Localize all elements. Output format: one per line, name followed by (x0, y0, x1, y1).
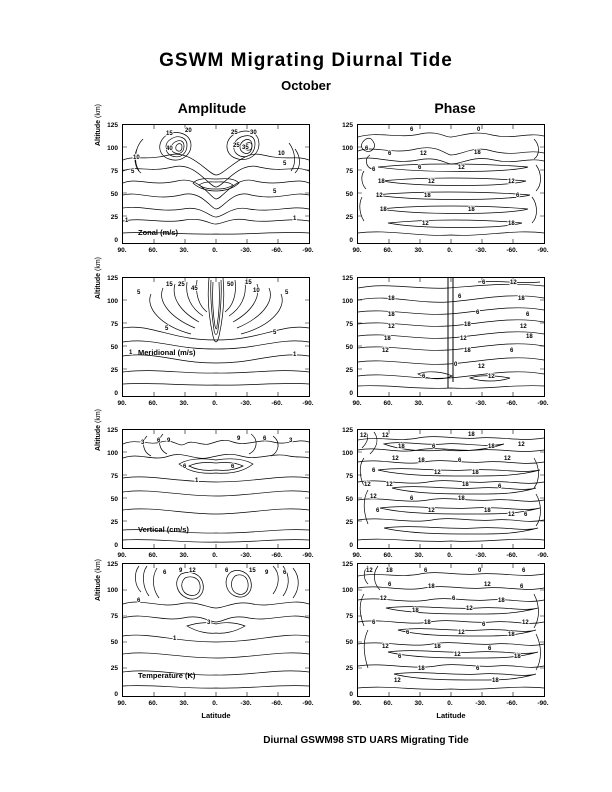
svg-text:6: 6 (163, 570, 167, 576)
svg-text:6: 6 (516, 193, 520, 199)
svg-text:18: 18 (386, 568, 393, 574)
x-axis-label-row3-pha: Latitude (436, 711, 466, 720)
ytick-75-row2-pha: 75 (345, 473, 353, 480)
ytick-100-row0: 100 (107, 145, 118, 152)
xtick-60-row3-pha: 60. (383, 700, 393, 707)
xtick-0-row3-pha: 0. (447, 700, 453, 707)
svg-text:30: 30 (250, 130, 257, 136)
ytick-125-row2-pha: 125 (342, 427, 353, 434)
ytick-100-row1-pha: 100 (342, 298, 353, 305)
xtick-m60-row3-pha: -60. (506, 700, 518, 707)
xtick-60-row1-pha: 60. (383, 400, 393, 407)
svg-text:18: 18 (462, 482, 469, 488)
x-axis-label-row3-amp: Latitude (201, 711, 231, 720)
ytick-50-row2-pha: 50 (345, 496, 353, 503)
svg-text:6: 6 (432, 444, 436, 450)
svg-text:12: 12 (360, 433, 367, 439)
xtick-60-row2-pha: 60. (383, 552, 393, 559)
xtick-90-row0-pha: 90. (352, 247, 362, 254)
column-header-amplitude: Amplitude (177, 100, 247, 116)
svg-text:18: 18 (488, 444, 495, 450)
svg-text:6: 6 (510, 348, 514, 354)
ytick-0-row2-pha: 0 (349, 542, 353, 549)
xtick-90-row1-pha: 90. (352, 400, 362, 407)
xtick-90-row0-amp: 90. (117, 247, 127, 254)
ytick-25-row0-pha: 25 (345, 214, 353, 221)
svg-text:10: 10 (253, 288, 260, 294)
xtick-m90-row0-amp: -90. (302, 247, 314, 254)
xtick-m60-row0-amp: -60. (271, 247, 283, 254)
ytick-0-row1-pha: 0 (349, 390, 353, 397)
ytick-100-row1: 100 (107, 298, 118, 305)
panel-tag-zonal-amplitude: Zonal (m/s) (138, 228, 179, 237)
ytick-125-row3-pha: 125 (342, 561, 353, 568)
svg-text:18: 18 (468, 432, 475, 438)
ytick-0-row2: 0 (114, 542, 118, 549)
ytick-125-row0-pha: 125 (342, 122, 353, 129)
svg-text:18: 18 (472, 470, 479, 476)
ytick-50-row3-pha: 50 (345, 639, 353, 646)
svg-text:25: 25 (231, 130, 238, 136)
svg-text:12: 12 (382, 644, 389, 650)
svg-text:18: 18 (424, 620, 431, 626)
svg-text:6: 6 (418, 165, 422, 171)
y-axis-label-row0: Altitude (km) (95, 104, 102, 147)
svg-text:9: 9 (179, 568, 183, 574)
svg-text:18: 18 (492, 678, 499, 684)
xtick-m30-row0-pha: -30. (475, 247, 487, 254)
svg-text:18: 18 (388, 296, 395, 302)
svg-text:6: 6 (157, 438, 161, 444)
ytick-125-row3: 125 (107, 561, 118, 568)
svg-text:18: 18 (508, 632, 515, 638)
xtick-90-row3-pha: 90. (352, 700, 362, 707)
svg-text:18: 18 (498, 598, 505, 604)
svg-text:6: 6 (283, 570, 287, 576)
ytick-100-row2-pha: 100 (342, 450, 353, 457)
svg-text:5: 5 (273, 189, 277, 195)
svg-text:12: 12 (510, 280, 517, 286)
svg-text:40: 40 (166, 146, 173, 152)
svg-text:18: 18 (412, 608, 419, 614)
svg-text:12: 12 (508, 179, 515, 185)
xtick-90-row3-amp: 90. (117, 700, 127, 707)
svg-text:18: 18 (380, 207, 387, 213)
svg-text:12: 12 (508, 512, 515, 518)
svg-text:9: 9 (265, 570, 269, 576)
y-axis-label-row3: Altitude (km) (95, 559, 102, 602)
svg-text:6: 6 (365, 146, 369, 152)
ytick-75-row3: 75 (110, 613, 118, 620)
svg-text:12: 12 (364, 482, 371, 488)
svg-text:1: 1 (293, 352, 297, 358)
svg-text:12: 12 (388, 324, 395, 330)
svg-text:6: 6 (422, 374, 426, 380)
panel-meridional-amplitude (122, 277, 310, 397)
svg-text:18: 18 (378, 179, 385, 185)
svg-text:12: 12 (376, 193, 383, 199)
footer-text: Diurnal GSWM98 STD UARS Migrating Tide (263, 735, 469, 746)
svg-text:6: 6 (410, 496, 414, 502)
svg-text:25: 25 (233, 143, 240, 149)
svg-text:15: 15 (249, 568, 256, 574)
panel-tag-vertical-amplitude: Vertical (cm/s) (138, 525, 189, 534)
svg-text:18: 18 (464, 348, 471, 354)
svg-text:18: 18 (398, 444, 405, 450)
ytick-75-row1-pha: 75 (345, 321, 353, 328)
svg-text:6: 6 (458, 294, 462, 300)
svg-text:12: 12 (518, 442, 525, 448)
ytick-25-row3-pha: 25 (345, 665, 353, 672)
svg-text:6: 6 (488, 646, 492, 652)
xtick-m60-row0-pha: -60. (506, 247, 518, 254)
ytick-75-row0-pha: 75 (345, 168, 353, 175)
svg-text:10: 10 (133, 155, 140, 161)
xtick-60-row2-amp: 60. (148, 552, 158, 559)
svg-text:0: 0 (477, 127, 481, 133)
svg-text:0: 0 (478, 568, 482, 574)
ytick-75-row1: 75 (110, 321, 118, 328)
xtick-30-row3-amp: 30. (179, 700, 189, 707)
ytick-50-row3: 50 (110, 639, 118, 646)
ytick-25-row2: 25 (110, 519, 118, 526)
svg-text:12: 12 (386, 482, 393, 488)
svg-text:10: 10 (278, 151, 285, 157)
panel-vertical-phase (357, 429, 545, 549)
ytick-0-row3-pha: 0 (349, 691, 353, 698)
svg-text:12: 12 (520, 324, 527, 330)
ytick-50-row0-pha: 50 (345, 191, 353, 198)
xtick-m30-row3-amp: -30. (240, 700, 252, 707)
svg-text:5: 5 (137, 290, 141, 296)
svg-text:18: 18 (458, 496, 465, 502)
svg-text:12: 12 (458, 630, 465, 636)
svg-text:6: 6 (225, 568, 229, 574)
xtick-0-row3-amp: 0. (212, 700, 218, 707)
svg-text:6: 6 (231, 464, 235, 470)
xtick-m60-row3-amp: -60. (271, 700, 283, 707)
svg-text:3: 3 (141, 440, 145, 446)
xtick-90-row2-pha: 90. (352, 552, 362, 559)
svg-text:6: 6 (406, 630, 410, 636)
svg-text:0: 0 (454, 362, 458, 368)
xtick-30-row0-amp: 30. (179, 247, 189, 254)
xtick-30-row2-pha: 30. (414, 552, 424, 559)
svg-text:6: 6 (524, 512, 528, 518)
xtick-30-row0-pha: 30. (414, 247, 424, 254)
svg-text:6: 6 (452, 596, 456, 602)
svg-text:9: 9 (237, 436, 241, 442)
svg-text:18: 18 (434, 644, 441, 650)
ytick-50-row1-pha: 50 (345, 344, 353, 351)
ytick-75-row2: 75 (110, 473, 118, 480)
svg-text:12: 12 (394, 678, 401, 684)
svg-text:12: 12 (484, 582, 491, 588)
xtick-0-row2-pha: 0. (447, 552, 453, 559)
svg-text:18: 18 (508, 221, 515, 227)
svg-text:6: 6 (372, 167, 376, 173)
svg-text:12: 12 (428, 508, 435, 514)
column-header-phase: Phase (434, 100, 476, 116)
ytick-100-row2: 100 (107, 450, 118, 457)
svg-text:6: 6 (482, 622, 486, 628)
xtick-m90-row1-pha: -90. (537, 400, 549, 407)
xtick-0-row2-amp: 0. (212, 552, 218, 559)
xtick-m30-row2-amp: -30. (240, 552, 252, 559)
xtick-m60-row1-pha: -60. (506, 400, 518, 407)
xtick-30-row3-pha: 30. (414, 700, 424, 707)
figure-footer (0, 735, 612, 746)
svg-text:3: 3 (289, 438, 293, 444)
svg-text:18: 18 (514, 654, 521, 660)
ytick-0-row0-pha: 0 (349, 237, 353, 244)
y-axis-label-row2: Altitude (km) (95, 409, 102, 452)
svg-text:15: 15 (166, 131, 173, 137)
svg-text:6: 6 (526, 312, 530, 318)
svg-text:12: 12 (380, 596, 387, 602)
svg-text:12: 12 (189, 568, 196, 574)
svg-text:18: 18 (468, 207, 475, 213)
svg-text:3: 3 (207, 620, 211, 626)
svg-text:5: 5 (165, 326, 169, 332)
ytick-100-row3: 100 (107, 587, 118, 594)
ytick-25-row1-pha: 25 (345, 367, 353, 374)
svg-text:6: 6 (137, 598, 141, 604)
xtick-m30-row1-pha: -30. (475, 400, 487, 407)
svg-text:12: 12 (454, 652, 461, 658)
xtick-0-row0-amp: 0. (212, 247, 218, 254)
xtick-0-row1-amp: 0. (212, 400, 218, 407)
svg-text:12: 12 (366, 568, 373, 574)
svg-text:18: 18 (464, 322, 471, 328)
y-axis-label-row1: Altitude (km) (95, 257, 102, 300)
svg-text:45: 45 (191, 286, 198, 292)
svg-text:6: 6 (520, 584, 524, 590)
xtick-m90-row2-amp: -90. (302, 552, 314, 559)
xtick-m90-row3-pha: -90. (537, 700, 549, 707)
ytick-125-row0: 125 (107, 122, 118, 129)
svg-text:6: 6 (183, 464, 187, 470)
xtick-60-row1-amp: 60. (148, 400, 158, 407)
svg-text:5: 5 (283, 161, 287, 167)
svg-text:15: 15 (245, 280, 252, 286)
svg-text:12: 12 (458, 165, 465, 171)
svg-text:6: 6 (372, 468, 376, 474)
xtick-m90-row2-pha: -90. (537, 552, 549, 559)
svg-text:25: 25 (178, 282, 185, 288)
svg-text:9: 9 (167, 438, 171, 444)
xtick-m90-row3-amp: -90. (302, 700, 314, 707)
xtick-30-row2-amp: 30. (179, 552, 189, 559)
ytick-125-row1-pha: 125 (342, 275, 353, 282)
ytick-125-row2: 125 (107, 427, 118, 434)
svg-text:18: 18 (418, 666, 425, 672)
svg-text:6: 6 (522, 568, 526, 574)
figure-subtitle: October (281, 78, 331, 93)
svg-text:6: 6 (372, 620, 376, 626)
svg-text:18: 18 (384, 336, 391, 342)
svg-text:5: 5 (131, 169, 135, 175)
svg-text:18: 18 (474, 150, 481, 156)
svg-text:12: 12 (466, 606, 473, 612)
svg-text:18: 18 (526, 334, 533, 340)
svg-text:12: 12 (478, 364, 485, 370)
xtick-0-row0-pha: 0. (447, 247, 453, 254)
svg-text:12: 12 (434, 470, 441, 476)
xtick-m90-row0-pha: -90. (537, 247, 549, 254)
svg-text:18: 18 (484, 508, 491, 514)
xtick-m30-row2-pha: -30. (475, 552, 487, 559)
svg-text:1: 1 (129, 350, 133, 356)
ytick-50-row2: 50 (110, 496, 118, 503)
svg-text:12: 12 (382, 433, 389, 439)
svg-text:15: 15 (166, 282, 173, 288)
svg-text:1: 1 (125, 218, 129, 224)
ytick-0-row0: 0 (114, 237, 118, 244)
svg-text:1: 1 (293, 216, 297, 222)
ytick-50-row0: 50 (110, 191, 118, 198)
svg-text:6: 6 (476, 310, 480, 316)
svg-text:6: 6 (498, 484, 502, 490)
svg-text:6: 6 (376, 508, 380, 514)
svg-text:12: 12 (428, 179, 435, 185)
svg-text:12: 12 (420, 151, 427, 157)
xtick-m30-row3-pha: -30. (475, 700, 487, 707)
svg-text:6: 6 (263, 436, 267, 442)
svg-text:1: 1 (195, 478, 199, 484)
ytick-0-row1: 0 (114, 390, 118, 397)
svg-text:1: 1 (173, 636, 177, 642)
svg-text:20: 20 (185, 128, 192, 134)
svg-text:6: 6 (424, 568, 428, 574)
ytick-25-row1: 25 (110, 367, 118, 374)
svg-text:6: 6 (476, 666, 480, 672)
panel-tag-meridional-amplitude: Meridional (m/s) (138, 348, 196, 357)
svg-text:18: 18 (428, 584, 435, 590)
xtick-60-row3-amp: 60. (148, 700, 158, 707)
ytick-25-row2-pha: 25 (345, 519, 353, 526)
figure-title: GSWM Migrating Diurnal Tide (159, 50, 453, 71)
svg-text:12: 12 (522, 620, 529, 626)
ytick-50-row1: 50 (110, 344, 118, 351)
ytick-25-row3: 25 (110, 665, 118, 672)
xtick-0-row1-pha: 0. (447, 400, 453, 407)
svg-text:12: 12 (422, 221, 429, 227)
svg-text:5: 5 (273, 330, 277, 336)
svg-text:12: 12 (488, 374, 495, 380)
xtick-m30-row0-amp: -30. (240, 247, 252, 254)
svg-text:18: 18 (388, 312, 395, 318)
svg-text:6: 6 (458, 458, 462, 464)
xtick-m90-row1-amp: -90. (302, 400, 314, 407)
ytick-0-row3: 0 (114, 691, 118, 698)
svg-text:6: 6 (388, 582, 392, 588)
svg-text:18: 18 (424, 193, 431, 199)
panel-meridional-phase (357, 277, 545, 397)
xtick-90-row1-amp: 90. (117, 400, 127, 407)
xtick-m60-row2-pha: -60. (506, 552, 518, 559)
xtick-90-row2-amp: 90. (117, 552, 127, 559)
xtick-30-row1-amp: 30. (179, 400, 189, 407)
xtick-60-row0-amp: 60. (148, 247, 158, 254)
xtick-m60-row2-amp: -60. (271, 552, 283, 559)
svg-text:12: 12 (382, 348, 389, 354)
svg-text:18: 18 (518, 296, 525, 302)
panel-zonal-phase (357, 124, 545, 244)
svg-text:12: 12 (370, 494, 377, 500)
xtick-30-row1-pha: 30. (414, 400, 424, 407)
ytick-125-row1: 125 (107, 275, 118, 282)
xtick-60-row0-pha: 60. (383, 247, 393, 254)
xtick-m60-row1-amp: -60. (271, 400, 283, 407)
svg-text:35: 35 (242, 145, 249, 151)
ytick-25-row0: 25 (110, 214, 118, 221)
svg-text:6: 6 (388, 151, 392, 157)
svg-text:6: 6 (410, 127, 414, 133)
ytick-75-row0: 75 (110, 168, 118, 175)
xtick-m30-row1-amp: -30. (240, 400, 252, 407)
svg-text:12: 12 (392, 456, 399, 462)
svg-text:5: 5 (285, 290, 289, 296)
svg-text:12: 12 (504, 456, 511, 462)
ytick-100-row0-pha: 100 (342, 145, 353, 152)
ytick-100-row3-pha: 100 (342, 587, 353, 594)
svg-text:12: 12 (460, 336, 467, 342)
ytick-75-row3-pha: 75 (345, 613, 353, 620)
svg-text:18: 18 (418, 458, 425, 464)
svg-text:6: 6 (482, 280, 486, 286)
svg-text:50: 50 (227, 282, 234, 288)
panel-tag-temperature-amplitude: Temperature (K) (138, 671, 196, 680)
svg-text:6: 6 (398, 654, 402, 660)
panel-zonal-amplitude (122, 124, 310, 244)
panel-temperature-phase (357, 563, 545, 697)
